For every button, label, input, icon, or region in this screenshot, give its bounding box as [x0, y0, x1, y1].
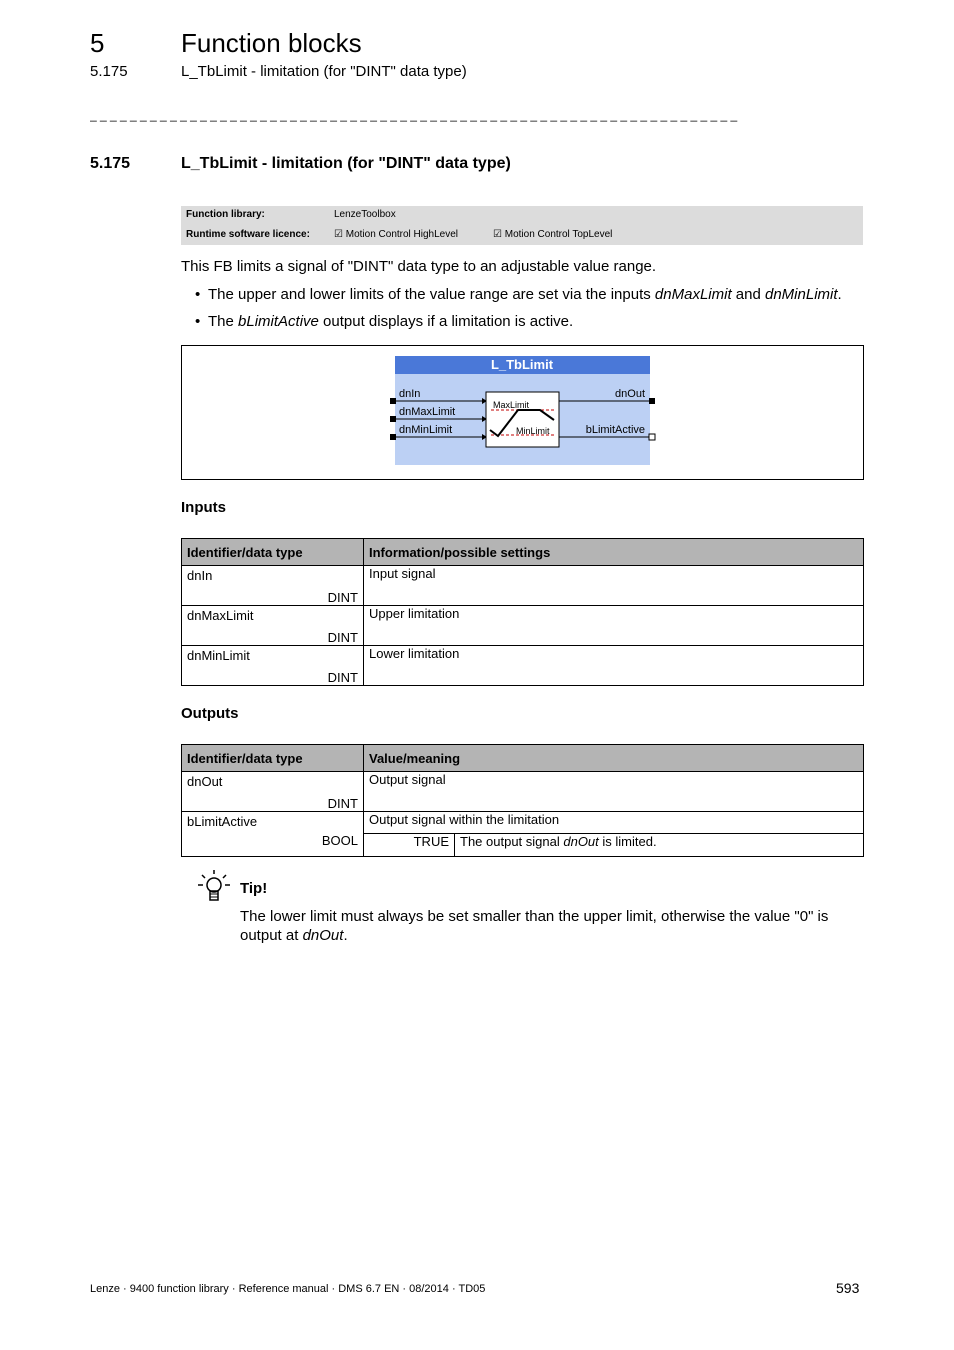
identifier-cell: [182, 812, 364, 857]
header-separator: _ _ _ _ _ _ _ _ _ _ _ _ _ _ _ _ _ _ _ _ _ _ _ _ _ _ _ _ _ _ _ _ _ _ _ _ _ _ _ _ _ _ _ _ _ _ _ _ _ _ _ _ _ _ _ _ _ _ _ _ _ _ _ _ _: [90, 108, 738, 122]
pin-label-dnout: dnOut: [615, 388, 645, 400]
section-number: 5.175: [90, 155, 131, 172]
licence-highlevel: ☑ Motion Control HighLevel: [334, 229, 459, 240]
data-type: DINT: [327, 796, 358, 811]
library-info-box: [181, 206, 863, 245]
pin-dnminlimit-icon: [390, 434, 396, 440]
chapter-number: 5: [90, 28, 105, 58]
identifier-name: bLimitActive: [187, 814, 258, 829]
library-value: LenzeToolbox: [334, 209, 396, 220]
pin-label-dnminlimit: dnMinLimit: [399, 424, 453, 436]
section-title: L_TbLimit - limitation (for "DINT" data type): [181, 155, 511, 172]
identifier-name: dnOut: [187, 774, 223, 789]
info-cell: Lower limitation: [364, 646, 864, 686]
info-cell: Input signal: [364, 566, 864, 606]
pin-blimitactive-icon: [649, 434, 655, 440]
identifier-cell: [182, 566, 364, 606]
info-cell: Output signal: [364, 772, 864, 812]
outputs-heading: Outputs: [181, 705, 239, 722]
pin-dnmaxlimit-icon: [390, 416, 396, 422]
identifier-name: dnMaxLimit: [187, 608, 254, 623]
lightbulb-icon: [196, 868, 232, 904]
block-title: L_TbLimit: [490, 357, 554, 372]
info-cell: Upper limitation: [364, 606, 864, 646]
header-section-number: 5.175: [90, 63, 128, 80]
outputs-table: [181, 744, 864, 857]
column-header: Identifier/data type: [182, 745, 364, 772]
column-header: Information/possible settings: [364, 539, 864, 566]
pin-label-dnmaxlimit: dnMaxLimit: [399, 406, 456, 418]
data-type: DINT: [327, 670, 358, 685]
min-limit-label: MinLimit: [516, 426, 550, 436]
page-number: 593: [836, 1280, 860, 1296]
footer-text: Lenze · 9400 function library · Reference manual · DMS 6.7 EN · 08/2014 · TD05: [90, 1283, 486, 1295]
table-row: [182, 566, 864, 606]
identifier-name: dnMinLimit: [187, 648, 250, 663]
table-header-row: [182, 745, 864, 772]
table-row: [182, 772, 864, 812]
pin-label-dnin: dnIn: [399, 388, 421, 400]
inputs-table: [181, 538, 864, 686]
column-header: Identifier/data type: [182, 539, 364, 566]
pin-dnout-icon: [649, 398, 655, 404]
identifier-cell: [182, 646, 364, 686]
meaning-cell: The output signal dnOut is limited.: [455, 833, 864, 856]
inputs-heading: Inputs: [181, 499, 226, 516]
intro-text: This FB limits a signal of "DINT" data type to an adjustable value range.: [181, 258, 657, 275]
table-row: [182, 606, 864, 646]
identifier-name: dnIn: [187, 568, 213, 583]
info-cell: Output signal within the limitation: [364, 812, 864, 834]
bullet-limit-active-text: The bLimitActive output displays if a limitation is active.: [208, 313, 574, 330]
library-label: Function library:: [186, 209, 265, 220]
table-header-row: [182, 539, 864, 566]
pin-label-blimitactive: bLimitActive: [585, 424, 645, 436]
bullet-dot: •: [195, 286, 201, 303]
data-type: BOOL: [321, 833, 358, 848]
max-limit-label: MaxLimit: [493, 400, 530, 410]
chapter-title: Function blocks: [181, 28, 362, 58]
data-type: DINT: [327, 630, 358, 645]
pin-dnin-icon: [390, 398, 396, 404]
function-block-diagram: [182, 346, 863, 479]
tip-text: The lower limit must always be set smaller than the upper limit, otherwise the value "0" is output at dnOut.: [240, 908, 829, 944]
bullet-dot: •: [195, 313, 201, 330]
header-section-title: L_TbLimit - limitation (for "DINT" data type): [181, 63, 467, 80]
identifier-cell: [182, 772, 364, 812]
licence-toplevel: ☑ Motion Control TopLevel: [493, 229, 613, 240]
table-row: [182, 812, 864, 834]
value-cell: TRUE: [364, 833, 455, 856]
licence-label: Runtime software licence:: [186, 229, 310, 240]
table-row: [182, 646, 864, 686]
data-type: DINT: [327, 590, 358, 605]
function-block-figure: [181, 345, 864, 480]
identifier-cell: [182, 606, 364, 646]
column-header: Value/meaning: [364, 745, 864, 772]
tip-label: Tip!: [240, 880, 268, 897]
bullet-limits-text: The upper and lower limits of the value range are set via the inputs dnMaxLimit and dnMinLimit.: [208, 286, 842, 303]
